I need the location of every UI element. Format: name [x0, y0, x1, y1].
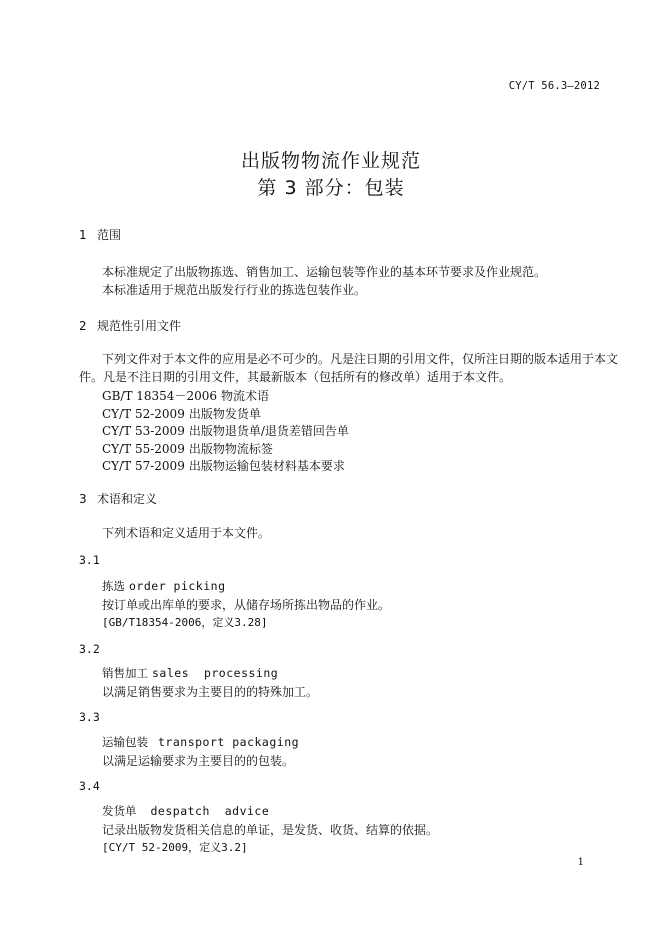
term-source: [CY/T 52-2009，定义3.2]	[102, 841, 248, 854]
section-number: 3	[79, 492, 87, 506]
document-subtitle: 第 3 部分：包装	[257, 177, 405, 199]
terms-intro: 下列术语和定义适用于本文件。	[102, 526, 271, 540]
term-number: 3.2	[79, 642, 100, 656]
term-chinese: 拣选	[102, 579, 125, 593]
term-definition: 以满足销售要求为主要目的的特殊加工。	[102, 685, 319, 699]
reference-item	[102, 422, 349, 439]
reference-title: 出版物发货单	[188, 407, 261, 421]
term-definition: 记录出版物发货相关信息的单证，是发货、收货、结算的依据。	[102, 823, 439, 837]
term-heading	[102, 578, 226, 594]
section-title: 范围	[97, 228, 122, 242]
term-english: despatch advice	[150, 804, 270, 818]
normative-intro-line-2: 件。凡是不注日期的引用文件，其最新版本（包括所有的修改单）适用于本文件。	[79, 370, 512, 384]
term-chinese: 运输包装	[102, 735, 148, 749]
term-chinese: 销售加工	[102, 666, 148, 680]
section-heading-normative	[79, 317, 181, 334]
scope-paragraph-1: 本标准规定了出版物拣选、销售加工、运输包装等作业的基本环节要求及作业规范。	[102, 265, 547, 279]
term-number: 3.3	[79, 710, 100, 724]
term-chinese: 发货单	[102, 804, 137, 818]
reference-title: 出版物物流标签	[188, 442, 273, 456]
term-heading	[102, 803, 269, 819]
reference-code: CY/T 53-2009	[102, 424, 185, 438]
normative-intro-line-1: 下列文件对于本文件的应用是必不可少的。凡是注日期的引用文件，仅所注日期的版本适用于本文	[102, 352, 619, 366]
section-number: 2	[79, 319, 87, 333]
reference-item	[102, 405, 261, 422]
standard-code: CY/T 56.3—2012	[508, 80, 600, 92]
term-definition: 以满足运输要求为主要目的的包装。	[102, 754, 295, 768]
term-english: transport packaging	[158, 735, 300, 749]
section-title: 规范性引用文件	[97, 319, 182, 333]
reference-title: 物流术语	[220, 389, 269, 403]
reference-code: CY/T 52-2009	[102, 407, 185, 421]
term-english: sales processing	[152, 666, 279, 680]
term-heading	[102, 734, 299, 750]
section-number: 1	[79, 228, 87, 242]
term-number: 3.1	[79, 553, 100, 567]
reference-item	[102, 457, 345, 474]
reference-code: GB/T 18354－2006	[102, 389, 217, 403]
page-number: 1	[577, 857, 584, 868]
reference-code: CY/T 55-2009	[102, 442, 185, 456]
reference-title: 出版物退货单/退货差错回告单	[188, 424, 349, 438]
reference-title: 出版物运输包装材料基本要求	[188, 459, 345, 473]
reference-item	[102, 387, 269, 404]
section-heading-scope	[79, 226, 121, 243]
term-definition: 按订单或出库单的要求，从储存场所拣出物品的作业。	[102, 598, 391, 612]
term-number: 3.4	[79, 779, 100, 793]
term-heading	[102, 665, 278, 681]
term-source: [GB/T18354-2006，定义3.28]	[102, 616, 268, 629]
reference-code: CY/T 57-2009	[102, 459, 185, 473]
scope-paragraph-2: 本标准适用于规范出版发行行业的拣选包装作业。	[102, 283, 367, 297]
term-english: order picking	[129, 579, 226, 593]
reference-item	[102, 440, 273, 457]
section-title: 术语和定义	[97, 492, 158, 506]
document-title: 出版物物流作业规范	[240, 150, 421, 172]
section-heading-terms	[79, 490, 157, 507]
